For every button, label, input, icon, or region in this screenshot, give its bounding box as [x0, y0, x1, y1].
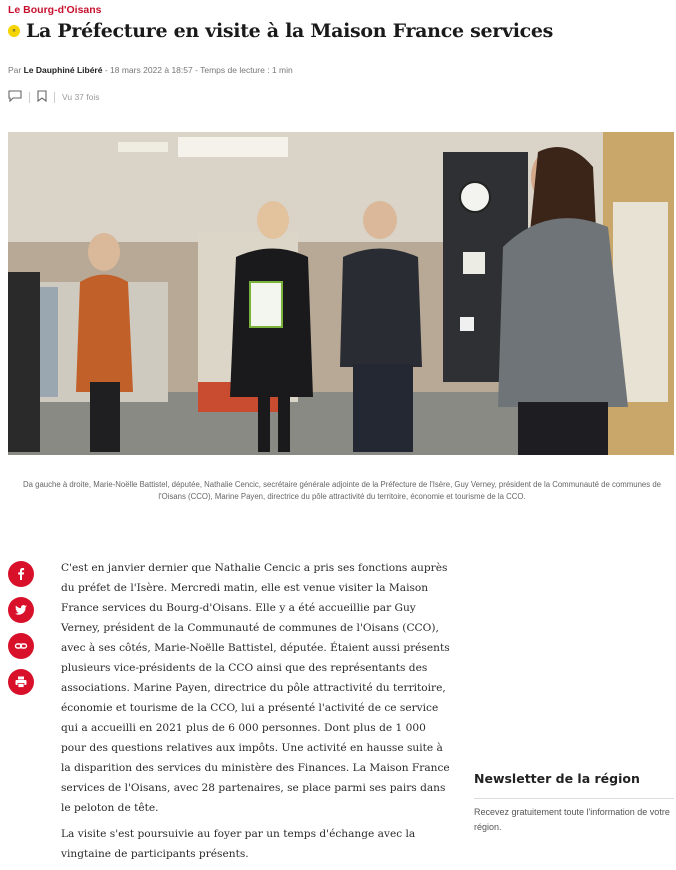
- badge-glyph: «: [12, 28, 16, 34]
- facebook-share-button[interactable]: [8, 561, 34, 587]
- article-paragraph: C'est en janvier dernier que Nathalie Cencic a pris ses fonctions auprès du préfet de l'Isère. Mercredi matin, elle est venue visiter la Maison France services du Bourg-d'Oisans. Elle y a été accueillie par Guy Verney, président de la Communauté de communes de l'Oisans (CCO), avec à ses côtés, Marie-Noëlle Battistel, députée. Étaient aussi présents plusieurs vice-présidents de la CCO ainsi que des représentants des associations. Marine Payen, directrice du pôle attractivité du territoire, économie et tourisme de la CCO, lui a présenté l'activité de ce service qui a accueilli en 2021 plus de 6 000 personnes. Dont plus de 1 000 pour des questions relatives aux impôts. Une activité en hausse suite à la disparition des services du ministère des Finances. La Maison France services de l'Oisans, avec 28 partenaires, se place parmi ses pairs dans le peloton de tête.: [61, 562, 450, 814]
- bookmark-icon[interactable]: [37, 90, 47, 104]
- newsletter-text: Recevez gratuitement toute l'information de votre région.: [474, 807, 670, 832]
- title-row: [8, 20, 553, 42]
- article-paragraph: La visite s'est poursuivie au foyer par un temps d'échange avec la vingtaine de participants présents.: [61, 828, 416, 860]
- facebook-icon: [14, 567, 28, 581]
- newsletter-title: Newsletter de la région: [474, 771, 674, 799]
- share-bar: [8, 561, 34, 695]
- section-kicker[interactable]: Le Bourg-d'Oisans: [8, 4, 102, 16]
- byline-prefix: Par: [8, 65, 24, 75]
- byline-author[interactable]: Le Dauphiné Libéré: [23, 65, 103, 75]
- print-button[interactable]: [8, 669, 34, 695]
- article-badge-icon: [8, 25, 20, 37]
- article-photo[interactable]: [8, 132, 674, 455]
- photo-caption: Da gauche à droite, Marie-Noëlle Battistel, députée, Nathalie Cencic, secrétaire générale adjointe de la Préfecture de l'Isère, Guy Verney, président de la Communauté de communes de l'Oisans (CCO), Marine Payen, directrice du pôle attractivité du territoire, économie et tourisme de la CCO.: [22, 480, 661, 501]
- link-icon: [14, 639, 28, 653]
- article-actions: [8, 90, 100, 104]
- comment-icon[interactable]: [8, 90, 22, 104]
- twitter-icon: [14, 603, 28, 617]
- print-icon: [14, 675, 28, 689]
- divider: [29, 92, 30, 103]
- byline: [8, 65, 293, 75]
- newsletter-widget: [474, 771, 674, 835]
- divider: [54, 92, 55, 103]
- byline-meta: - 18 mars 2022 à 18:57 - Temps de lecture : 1 min: [102, 65, 293, 75]
- twitter-share-button[interactable]: [8, 597, 34, 623]
- article-body: [61, 558, 453, 870]
- article-title: La Préfecture en visite à la Maison France services: [26, 20, 554, 42]
- copy-link-button[interactable]: [8, 633, 34, 659]
- view-count: Vu 37 fois: [62, 92, 100, 102]
